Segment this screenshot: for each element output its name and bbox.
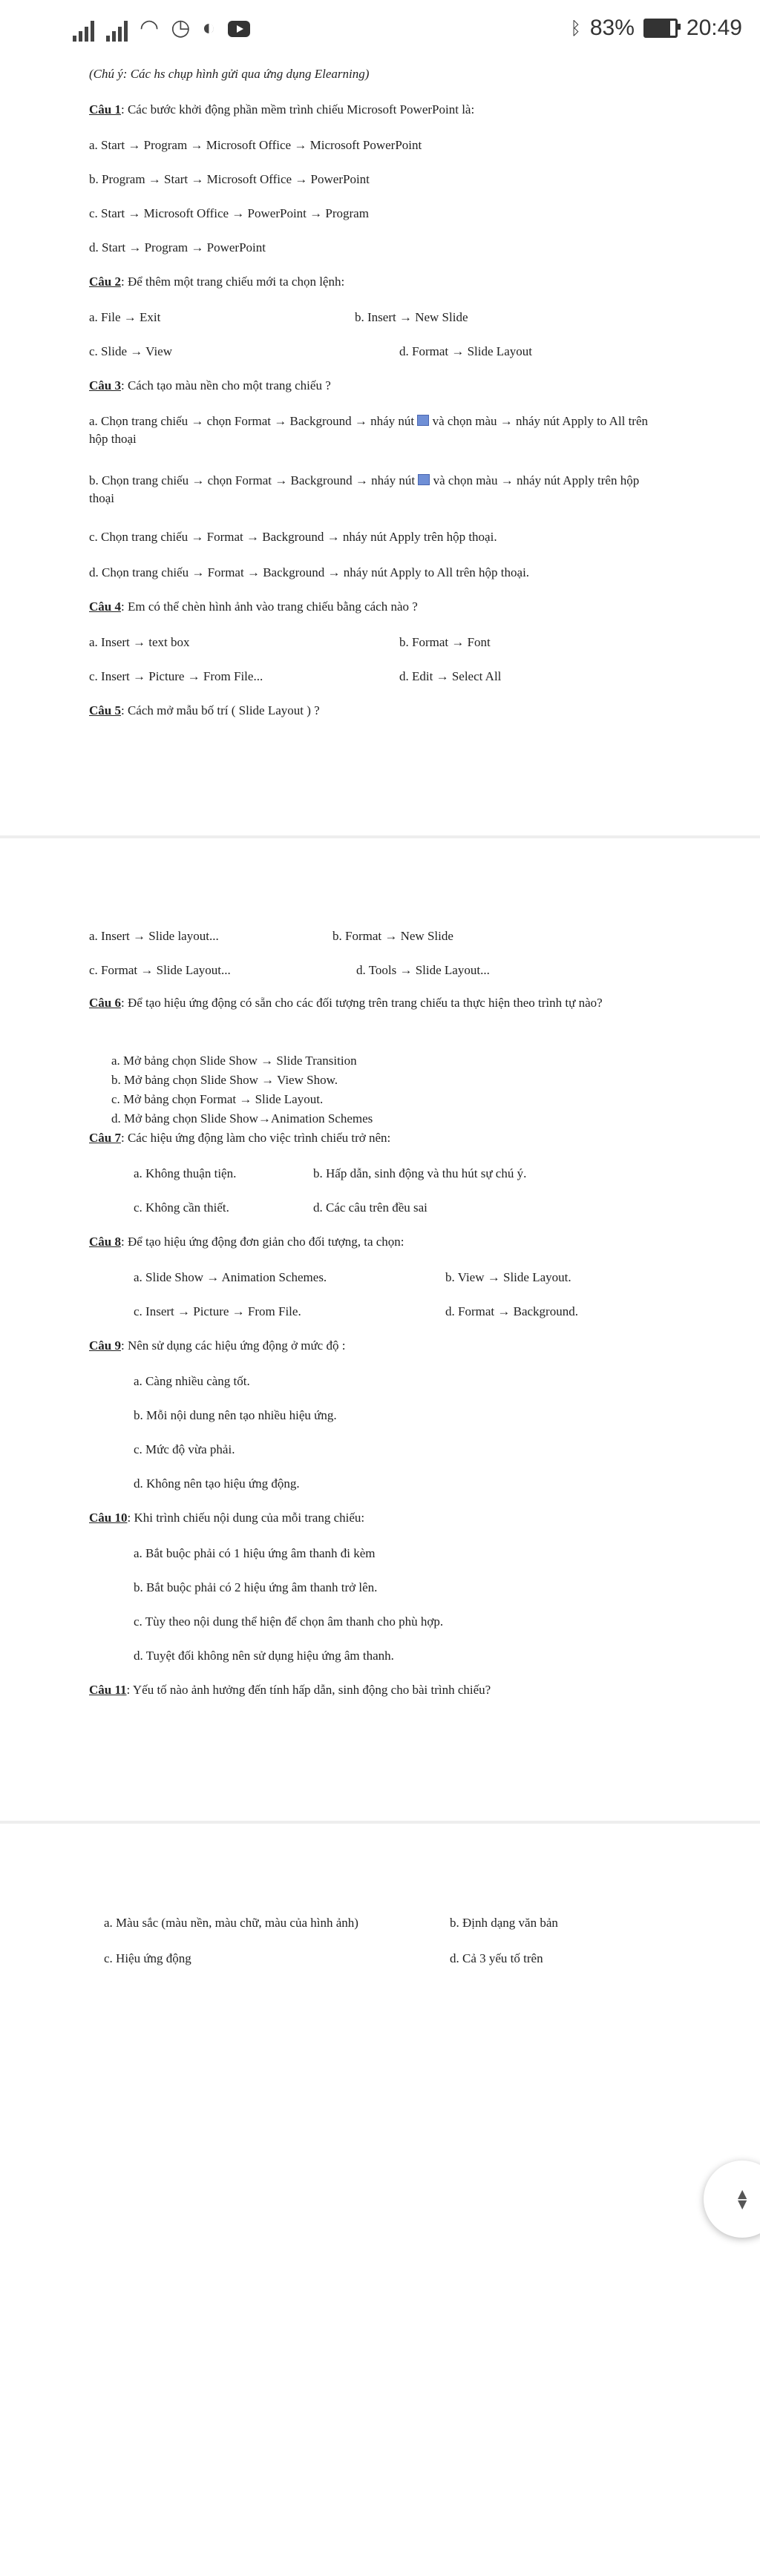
question-text: : Để tạo hiệu ứng động đơn giản cho đối tượng, ta chọn: [120, 1235, 404, 1249]
question-7 [89, 1131, 390, 1146]
question-label: Câu 4 [89, 599, 121, 614]
status-right [570, 15, 742, 42]
answer-d: d. Không nên tạo hiệu ứng động. [134, 1476, 300, 1491]
note: (Chú ý: Các hs chụp hình gửi qua ứng dụng Elearning) [89, 67, 370, 81]
answer-c: c. Slide → View [89, 344, 172, 358]
answer-d: d. Cả 3 yếu tố trên [450, 1951, 543, 1965]
answer-b [89, 472, 661, 507]
question-text: : Để thêm một trang chiếu mới ta chọn lệnh: [120, 275, 345, 289]
answer-b: b. Bắt buộc phải có 2 hiệu ứng âm thanh trở lên. [134, 1580, 378, 1594]
question-4 [89, 599, 418, 614]
answer-a: a. Màu sắc (màu nền, màu chữ, màu của hình ảnh) [104, 1916, 358, 1930]
answer-b: b. Mỗi nội dung nên tạo nhiều hiệu ứng. [134, 1408, 337, 1422]
dropdown-icon [417, 415, 429, 426]
answer-a: a. Start → Program → Microsoft Office → Microsoft PowerPoint [89, 138, 422, 152]
question-label: Câu 5 [89, 703, 121, 717]
answer-b: b. Format → New Slide [332, 929, 453, 943]
answer-b: b. Format → Font [399, 635, 491, 649]
status-bar [0, 0, 760, 59]
answer-d: d. Mở bảng chọn Slide Show→Animation Schemes [111, 1111, 373, 1126]
question-3 [89, 378, 331, 393]
answer-c: c. Format → Slide Layout... [89, 963, 231, 977]
question-text: : Nên sử dụng các hiệu ứng động ở mức độ : [120, 1338, 346, 1353]
question-label: Câu 2 [89, 275, 121, 289]
answer-b: b. Program → Start → Microsoft Office → PowerPoint [89, 172, 370, 186]
answer-d: d. Các câu trên đều sai [313, 1200, 428, 1215]
answer-a: a. File → Exit [89, 310, 161, 324]
app-icon: ◐ [202, 16, 216, 40]
question-label: Câu 7 [89, 1131, 121, 1145]
answer-d: d. Edit → Select All [399, 669, 502, 683]
answer-d: d. Format → Background. [445, 1304, 578, 1318]
question-2 [89, 275, 344, 289]
question-text: : Để tạo hiệu ứng động có sẵn cho các đối tượng trên trang chiếu ta thực hiện theo trình tự nào? [120, 996, 603, 1010]
answer-c: c. Mở bảng chọn Format → Slide Layout. [111, 1092, 324, 1106]
question-11 [89, 1683, 491, 1698]
youtube-icon [228, 21, 250, 37]
clock: 20:49 [686, 16, 742, 40]
answer-c: c. Tùy theo nội dung thể hiện để chọn âm thanh cho phù hợp. [134, 1614, 444, 1629]
answer-a-part2: và chọn màu → nháy nút Apply to All trên hộp thoại [89, 414, 649, 446]
question-text: : Các bước khởi động phần mềm trình chiếu Microsoft PowerPoint là: [120, 102, 475, 116]
question-label: Câu 9 [89, 1338, 121, 1353]
question-label: Câu 11 [89, 1683, 127, 1697]
answer-a: a. Insert → Slide layout... [89, 929, 219, 943]
page-divider [0, 1821, 760, 1824]
answer-d: d. Start → Program → PowerPoint [89, 240, 266, 254]
question-text: : Khi trình chiếu nội dung của mỗi trang chiếu: [127, 1511, 365, 1525]
dropdown-icon [418, 474, 430, 485]
answer-b: b. View → Slide Layout. [445, 1270, 571, 1284]
battery-percent: 83% [589, 16, 635, 40]
answer-d: d. Chọn trang chiếu → Format → Background → nháy nút Apply to All trên hộp thoại. [89, 565, 530, 579]
answer-d: d. Tuyệt đối không nên sử dụng hiệu ứng âm thanh. [134, 1649, 394, 1663]
answer-a: a. Mở bảng chọn Slide Show → Slide Transition [111, 1054, 357, 1068]
question-label: Câu 10 [89, 1511, 128, 1525]
signal-icon [106, 19, 128, 42]
answer-b: b. Insert → New Slide [355, 310, 468, 324]
answer-b: b. Mở bảng chọn Slide Show → View Show. [111, 1073, 338, 1087]
scroll-button[interactable] [704, 2161, 760, 2238]
answer-b: b. Định dạng văn bản [450, 1916, 558, 1930]
answer-c: c. Insert → Picture → From File... [89, 669, 263, 683]
question-text: : Yếu tố nào ảnh hưởng đến tính hấp dẫn, sinh động cho bài trình chiếu? [126, 1683, 491, 1697]
question-label: Câu 1 [89, 102, 121, 116]
page-divider [0, 835, 760, 838]
up-down-arrows-icon: ▲ ▼ [738, 2186, 747, 2211]
bluetooth-icon: ᛒ [570, 18, 581, 39]
question-label: Câu 8 [89, 1235, 121, 1249]
answer-c: c. Insert → Picture → From File. [134, 1304, 301, 1318]
answer-c: c. Không cần thiết. [134, 1200, 229, 1215]
question-8 [89, 1235, 404, 1249]
answer-a [89, 413, 661, 448]
answer-a-part1: a. Chọn trang chiếu → chọn Format → Background → nháy nút [89, 414, 415, 428]
battery-icon [643, 19, 678, 38]
question-1 [89, 102, 474, 117]
question-5 [89, 703, 320, 718]
question-6 [89, 994, 661, 1012]
alarm-icon: ◷ [171, 16, 191, 40]
status-left [73, 15, 250, 42]
answer-a: a. Không thuận tiện. [134, 1166, 237, 1180]
signal-icon [73, 19, 94, 42]
answer-c: c. Start → Microsoft Office → PowerPoint → Program [89, 206, 369, 220]
question-label: Câu 3 [89, 378, 121, 392]
question-label: Câu 6 [89, 996, 121, 1010]
wifi-icon: ◠ [140, 16, 160, 40]
question-10 [89, 1511, 364, 1525]
question-text: : Các hiệu ứng động làm cho việc trình chiếu trở nên: [120, 1131, 391, 1145]
answer-c: c. Mức độ vừa phải. [134, 1442, 235, 1456]
answer-d: d. Tools → Slide Layout... [356, 963, 490, 977]
battery-fill [646, 21, 670, 36]
answer-c: c. Hiệu ứng động [104, 1951, 191, 1965]
answer-b: b. Hấp dẫn, sinh động và thu hút sự chú ý. [313, 1166, 527, 1180]
answer-a: a. Slide Show → Animation Schemes. [134, 1270, 327, 1284]
answer-c: c. Chọn trang chiếu → Format → Background → nháy nút Apply trên hộp thoại. [89, 530, 497, 544]
answer-a: a. Bắt buộc phải có 1 hiệu ứng âm thanh đi kèm [134, 1546, 376, 1560]
answer-b-part2: và chọn màu → nháy nút Apply trên hộp thoại [89, 473, 640, 505]
answer-a: a. Càng nhiều càng tốt. [134, 1374, 250, 1388]
question-text: : Cách mở mẫu bố trí ( Slide Layout ) ? [120, 703, 320, 717]
question-text: : Em có thể chèn hình ảnh vào trang chiếu bằng cách nào ? [120, 599, 418, 614]
answer-b-part1: b. Chọn trang chiếu → chọn Format → Background → nháy nút [89, 473, 416, 487]
answer-d: d. Format → Slide Layout [399, 344, 532, 358]
question-9 [89, 1338, 345, 1353]
question-text: : Cách tạo màu nền cho một trang chiếu ? [120, 378, 331, 392]
answer-a: a. Insert → text box [89, 635, 190, 649]
